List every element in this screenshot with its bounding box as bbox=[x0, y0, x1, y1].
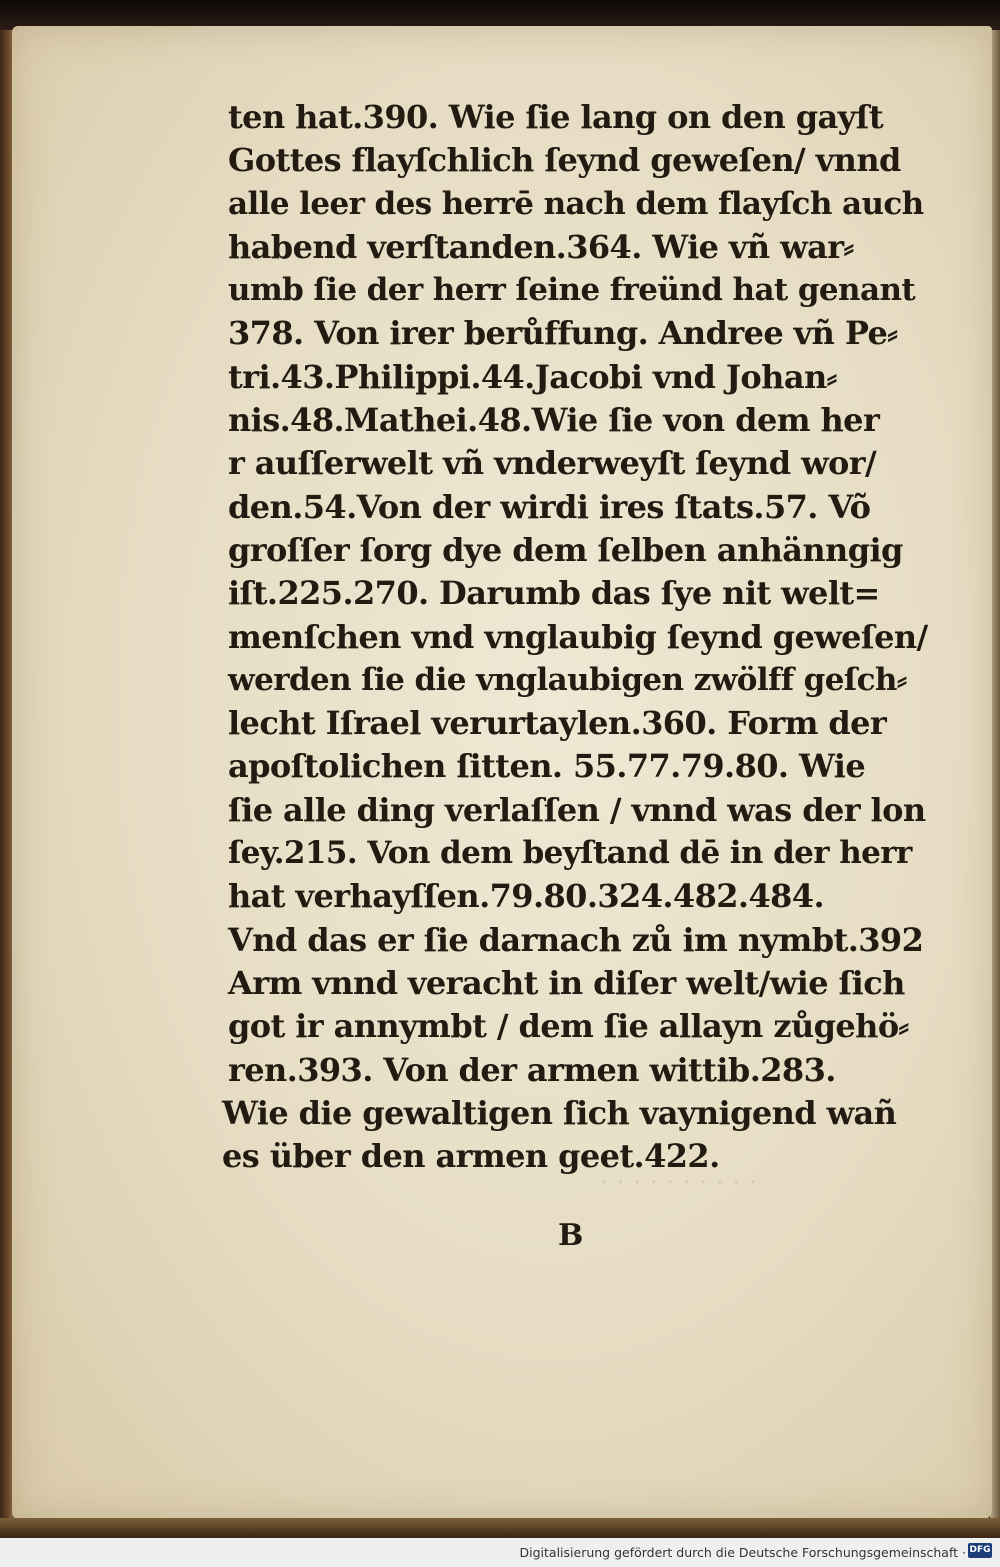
text-line: hat verhayſſen.79.80.324.482.484. bbox=[228, 877, 824, 916]
text-line: den.54.Von der wirdi ires ſtats.57. Võ bbox=[228, 487, 871, 526]
text-line: groſſer ſorg dye dem ſelben anhänngig bbox=[228, 530, 903, 569]
text-line: 378. Von irer berůffung. Andree vñ Pe⸗ bbox=[228, 314, 898, 353]
text-line: Vnd das er ſie darnach zů im nymbt.392 bbox=[228, 920, 924, 959]
text-line: got ir annymbt / dem ſie allayn zůgehö⸗ bbox=[228, 1007, 909, 1046]
signature-mark: B bbox=[558, 1218, 584, 1253]
text-line: Gottes flayſchlich ſeynd geweſen/ vnnd bbox=[228, 141, 901, 180]
digitization-credit: Digitalisierung gefördert durch die Deutsche Forschungsgemeinschaft · bbox=[519, 1545, 966, 1560]
text-line: ten hat.390. Wie ſie lang on den gayſt bbox=[228, 98, 884, 136]
text-line: apoſtolichen ſitten. 55.77.79.80. Wie bbox=[228, 747, 866, 786]
page-text-block bbox=[222, 96, 928, 1178]
text-line: ſey.215. Von dem beyſtand dē in der herr bbox=[228, 835, 912, 872]
text-line: Arm vnnd veracht in diſer welt/wie ſich bbox=[228, 963, 905, 1002]
text-line: ſie alle ding verlaſſen / vnnd was der lon bbox=[228, 790, 926, 829]
book-bottom-edge bbox=[0, 1518, 1000, 1538]
text-line: r auſſerwelt vñ vnderweyſt ſeynd wor/ bbox=[228, 444, 877, 483]
text-line: es über den armen geet.422. bbox=[222, 1137, 720, 1176]
text-line: tri.43.Philippi.44.Jacobi vnd Johan⸗ bbox=[228, 357, 837, 396]
text-line: habend verſtanden.364. Wie vñ war⸗ bbox=[228, 227, 854, 266]
text-line: Wie die gewaltigen ſich vaynigend wañ bbox=[222, 1093, 897, 1132]
dfg-logo-icon: DFG bbox=[968, 1543, 992, 1558]
bleed-through-text: · · · · · · · · · · bbox=[600, 1168, 758, 1198]
text-line: ren.393. Von der armen wittib.283. bbox=[228, 1050, 836, 1089]
text-line: umb ſie der herr ſeine freünd hat genant bbox=[228, 272, 916, 309]
text-line: alle leer des herrē nach dem flayſch auch bbox=[228, 185, 924, 222]
text-line: lecht Iſrael verurtaylen.360. Form der bbox=[228, 704, 887, 743]
text-line: menſchen vnd vnglaubig ſeynd geweſen/ bbox=[228, 617, 928, 656]
text-line: werden ſie die vnglaubigen zwölff geſch⸗ bbox=[228, 661, 907, 698]
text-line: nis.48.Mathei.48.Wie ſie von dem her bbox=[228, 401, 880, 440]
text-line: iſt.225.270. Darumb das ſye nit welt= bbox=[228, 574, 880, 613]
